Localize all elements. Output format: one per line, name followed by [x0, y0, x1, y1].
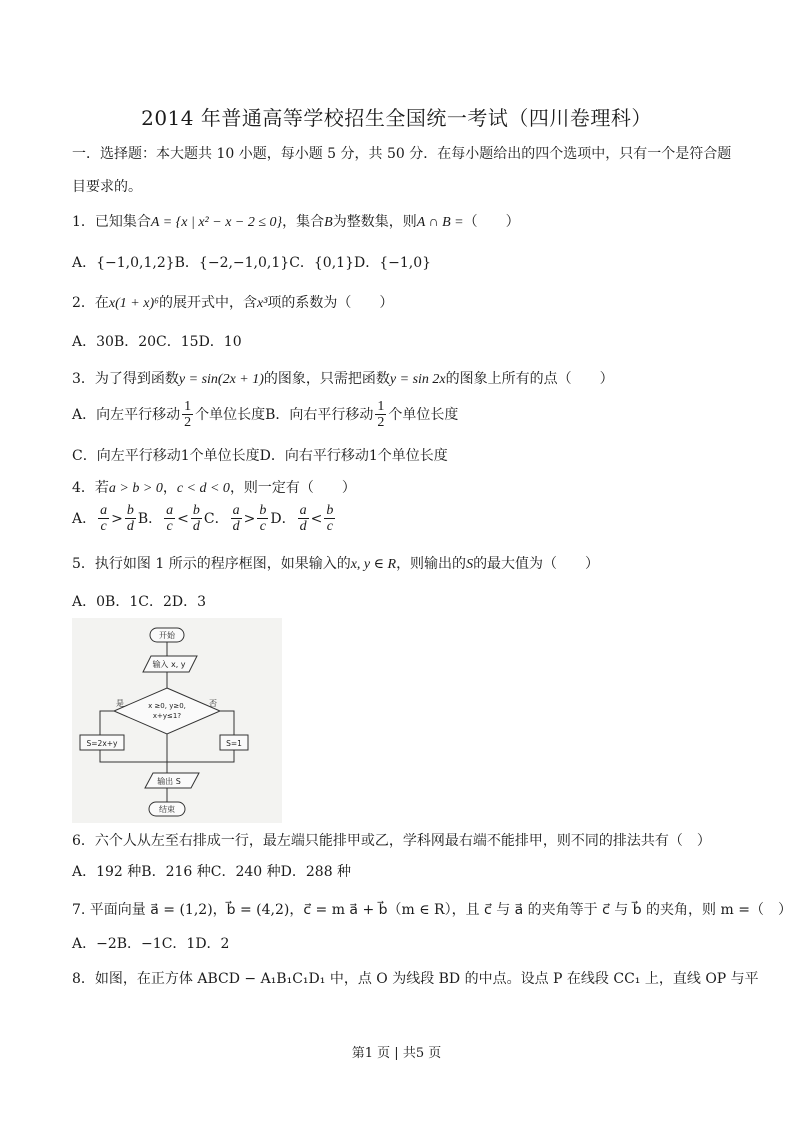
q7-option-d[interactable]: D．2 — [195, 936, 230, 952]
q3-expr2: y = sin 2x — [389, 372, 446, 387]
fraction-denominator: c — [100, 519, 107, 534]
flow-no-label: 否 — [209, 699, 217, 708]
fraction-denominator: 2 — [184, 415, 192, 430]
comparison-operator: < — [310, 510, 323, 527]
fraction-denominator: d — [232, 519, 240, 534]
q2-prefix: 2．在 — [72, 295, 109, 311]
q2-option-c[interactable]: C．15 — [156, 334, 199, 350]
question-8: 8．如图，在正方体 ABCD − A₁B₁C₁D₁ 中，点 O 为线段 BD 的中点。设点 P 在线段 CC₁ 上，直线 OP 与平 — [72, 971, 759, 987]
option-label: D． — [270, 510, 296, 527]
q5-option-d[interactable]: D．3 — [171, 594, 206, 610]
q4-options — [72, 503, 337, 534]
q3-option-b[interactable] — [265, 399, 459, 430]
q3-option-d[interactable]: D．向右平行移动1个单位长度 — [259, 448, 448, 464]
q6-option-a[interactable]: A．192 种 — [72, 864, 142, 880]
fraction — [324, 503, 335, 534]
q2-options — [72, 331, 242, 351]
q7-option-b[interactable]: B．−1 — [116, 936, 162, 952]
q5-tail2: 的最大值为（ ） — [473, 556, 600, 572]
flow-right-text: S=1 — [226, 739, 242, 748]
fraction-numerator: a — [166, 503, 174, 518]
fraction — [257, 503, 268, 534]
comparison-operator: < — [177, 510, 189, 527]
option-label: C． — [203, 510, 229, 527]
q3-option-a-suffix: 个单位长度 — [195, 406, 266, 423]
fraction-numerator: a — [100, 503, 108, 518]
q3-option-a-pre: A．向左平行移动 — [72, 406, 181, 423]
fraction-denominator: c — [166, 519, 173, 534]
fraction-numerator: 1 — [377, 399, 385, 414]
q3-options-cd — [72, 445, 448, 465]
q6-option-d[interactable]: D．288 种 — [280, 864, 352, 880]
q3-option-c[interactable]: C．向左平行移动1个单位长度 — [72, 448, 260, 464]
fraction-numerator: a — [232, 503, 240, 518]
q2-option-d[interactable]: D．10 — [198, 334, 242, 350]
fraction — [231, 503, 242, 534]
q4-option-d[interactable] — [270, 503, 337, 534]
fraction-denominator: c — [259, 519, 266, 534]
q1-intersection: A ∩ B = — [416, 215, 464, 230]
q1-option-a[interactable]: A．{−1,0,1,2} — [72, 255, 175, 271]
flow-start-text: 开始 — [159, 631, 175, 640]
section-instructions-line2: 目要求的。 — [72, 179, 142, 195]
flow-yes-label: 是 — [116, 699, 124, 708]
flow-cond-line2: x+y≤1? — [152, 712, 182, 720]
page-footer: 第1 页 | 共5 页 — [351, 1046, 442, 1061]
q3-prefix: 3．为了得到函数 — [72, 371, 179, 387]
question-5 — [72, 553, 599, 573]
flow-input-text: 输入 x, y — [152, 660, 186, 669]
fraction — [164, 503, 175, 534]
option-label: B． — [137, 510, 163, 527]
q2-mid: 的展开式中，含 — [159, 295, 257, 311]
fraction-numerator: b — [126, 503, 134, 518]
q7-option-c[interactable]: C．1 — [161, 936, 196, 952]
question-6: 6．六个人从左至右排成一行，最左端只能排甲或乙，学科网最右端不能排甲，则不同的排法共有（ ） — [72, 833, 711, 849]
q4-option-b[interactable] — [137, 503, 204, 534]
q2-expr2: x³ — [257, 296, 268, 311]
q4-tail: ，则一定有（ ） — [229, 480, 356, 496]
q5-var-s: S — [466, 557, 474, 572]
fraction-denominator: c — [326, 519, 333, 534]
q6-options — [72, 861, 351, 881]
q3-option-b-fraction — [375, 399, 386, 430]
fraction-numerator: 1 — [184, 399, 192, 414]
q5-option-a[interactable]: A．0 — [72, 594, 106, 610]
q4-expr2: c < d < 0 — [176, 481, 230, 496]
q6-option-c[interactable]: C．240 种 — [210, 864, 281, 880]
fraction — [191, 503, 202, 534]
q5-prefix: 5．执行如图 1 所示的程序框图，如果输入的 — [72, 556, 351, 572]
q3-option-a-fraction — [182, 399, 193, 430]
flow-output-text: 输出 S — [157, 777, 181, 786]
q1-option-b[interactable]: B．{−2,−1,0,1} — [174, 255, 290, 271]
flowchart-figure — [72, 618, 282, 823]
fraction-denominator: d — [126, 519, 134, 534]
q2-tail: 项的系数为（ ） — [267, 295, 394, 311]
comparison-operator: > — [111, 510, 123, 527]
q5-option-c[interactable]: C．2 — [138, 594, 172, 610]
q1-paren: （ ） — [463, 214, 520, 230]
flow-left-text: S=2x+y — [86, 739, 118, 748]
fraction-numerator: b — [259, 503, 267, 518]
q3-mid: 的图象，只需把函数 — [263, 371, 390, 387]
fraction — [298, 503, 309, 534]
q3-option-a[interactable] — [72, 399, 266, 430]
q5-tail: ，则输出的 — [396, 556, 467, 572]
q3-options-ab — [72, 399, 458, 430]
q5-expr: x, y ∈ R — [350, 557, 397, 572]
question-4 — [72, 477, 356, 497]
fraction — [125, 503, 136, 534]
comparison-operator: > — [243, 510, 256, 527]
q3-tail: 的图象上所有的点（ ） — [445, 371, 614, 387]
q7-options — [72, 933, 229, 953]
fraction-numerator: b — [326, 503, 334, 518]
q1-option-d[interactable]: D．{−1,0} — [353, 255, 432, 271]
q3-option-b-pre: B．向右平行移动 — [265, 406, 374, 423]
fraction-numerator: b — [192, 503, 200, 518]
q4-sep: ， — [162, 480, 177, 496]
q3-option-b-suffix: 个单位长度 — [388, 406, 459, 423]
q4-expr1: a > b > 0 — [108, 481, 163, 496]
q2-expr: x(1 + x)⁶ — [108, 296, 159, 311]
q1-set-a: A = {x | x² − x − 2 ≤ 0} — [150, 215, 283, 230]
flow-cond-line1: x ≥0, y≥0, — [148, 702, 186, 710]
q1-mid: ，集合 — [282, 214, 325, 230]
fraction-denominator: d — [299, 519, 307, 534]
question-7: 7. 平面向量 a⃗ = (1,2)，b⃗ = (4,2)，c⃗ = m a⃗ + b⃗（m ∈ R），且 c⃗ 与 a⃗ 的夹角等于 c⃗ 与 b⃗ 的夹角，则 m =（ ） — [72, 902, 792, 918]
q1-prefix: 1．已知集合 — [72, 214, 151, 230]
q7-option-a[interactable]: A．−2 — [72, 936, 117, 952]
flow-end-text: 结束 — [159, 805, 175, 814]
option-label: A． — [72, 510, 97, 527]
q5-option-b[interactable]: B．1 — [105, 594, 139, 610]
q4-prefix: 4．若 — [72, 480, 109, 496]
fraction-denominator: d — [192, 519, 200, 534]
q1-set-b: B — [324, 215, 333, 230]
q2-option-b[interactable]: B．20 — [113, 334, 157, 350]
q4-option-a[interactable] — [72, 503, 138, 534]
question-1 — [72, 211, 520, 231]
q1-options — [72, 252, 431, 272]
page-title: 2014 年普通高等学校招生全国统一考试（四川卷理科） — [141, 106, 652, 130]
q2-option-a[interactable]: A．30 — [72, 334, 114, 350]
q1-tail: 为整数集，则 — [332, 214, 417, 230]
question-2 — [72, 292, 393, 312]
q5-options — [72, 591, 206, 611]
question-3 — [72, 368, 614, 388]
q1-option-c[interactable]: C．{0,1} — [289, 255, 354, 271]
q6-option-b[interactable]: B．216 种 — [141, 864, 211, 880]
fraction-denominator: 2 — [377, 415, 385, 430]
fraction-numerator: a — [299, 503, 307, 518]
q3-expr1: y = sin(2x + 1) — [178, 372, 264, 387]
section-instructions-line1: 一．选择题：本大题共 10 小题，每小题 5 分，共 50 分．在每小题给出的四个选项中，只有一个是符合题 — [72, 146, 732, 162]
q4-option-c[interactable] — [203, 503, 270, 534]
fraction — [98, 503, 109, 534]
